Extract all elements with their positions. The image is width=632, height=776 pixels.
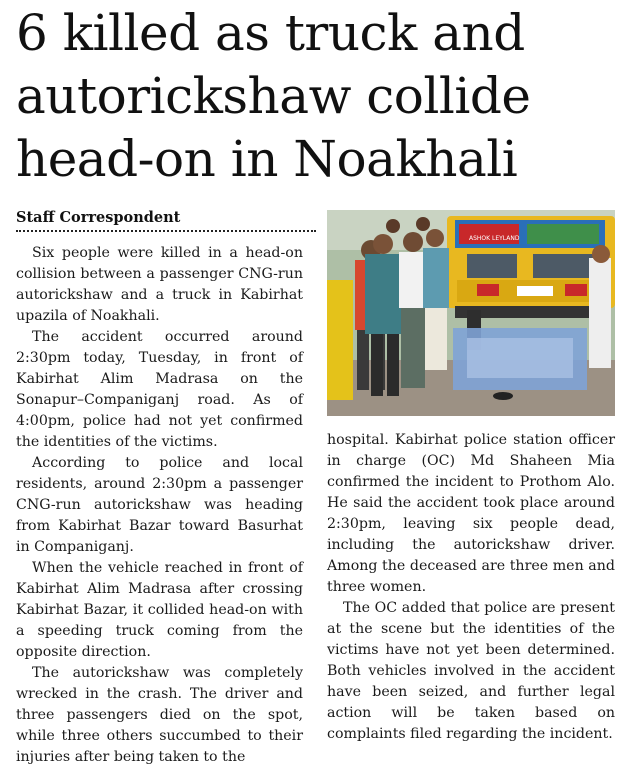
- headline: 6 killed as truck and autorickshaw collide head-on in Noakhali: [16, 4, 531, 188]
- vehicle-edge-left: [327, 280, 353, 400]
- truck-brand-text: ASHOK LEYLAND: [469, 235, 520, 242]
- paragraph-6: hospital. Kabirhat police station officer in charge (OC) Md Shaheen Mia confirmed the incident to Prothom Alo. He said the accident took place around 2:30pm, leaving six people dead, including the autorickshaw driver. Among the deceased are three men and three women.: [327, 432, 615, 595]
- byline-divider: [16, 230, 316, 232]
- paragraph-7: The OC added that police are present at the scene but the identities of the victims have not yet been determined. Both vehicles involved in the accident have been seized, and further legal action will be taken based on complaints filed regarding the incident.: [327, 600, 615, 742]
- accident-scene-illustration: [327, 210, 615, 416]
- paragraph-3: According to police and local residents, around 2:30pm a passenger CNG-run autorickshaw was heading from Kabirhat Bazar toward Basurhat in Companiganj.: [16, 455, 303, 555]
- byline: Staff Correspondent: [16, 209, 181, 226]
- paragraph-5: The autorickshaw was completely wrecked in the crash. The driver and three passengers died on the spot, while three others succumbed to their injuries after being taken to the: [16, 665, 303, 765]
- paragraph-1: Six people were killed in a head-on collision between a passenger CNG-run autorickshaw and a truck in Kabirhat upazila of Noakhali.: [16, 245, 303, 324]
- bystander-right: [589, 258, 611, 368]
- article-column-left: [16, 243, 303, 768]
- accident-scene-photo: [327, 210, 615, 416]
- paragraph-2: The accident occurred around 2:30pm today, Tuesday, in front of Kabirhat Alim Madrasa on the Sonapur–Companiganj road. As of 4:00pm, police had not yet confirmed the identities of the victims.: [16, 329, 303, 450]
- paragraph-4: When the vehicle reached in front of Kabirhat Alim Madrasa after crossing Kabirhat Bazar, it collided head-on with a speeding truck coming from the opposite direction.: [16, 560, 303, 660]
- article-column-right: [327, 430, 615, 745]
